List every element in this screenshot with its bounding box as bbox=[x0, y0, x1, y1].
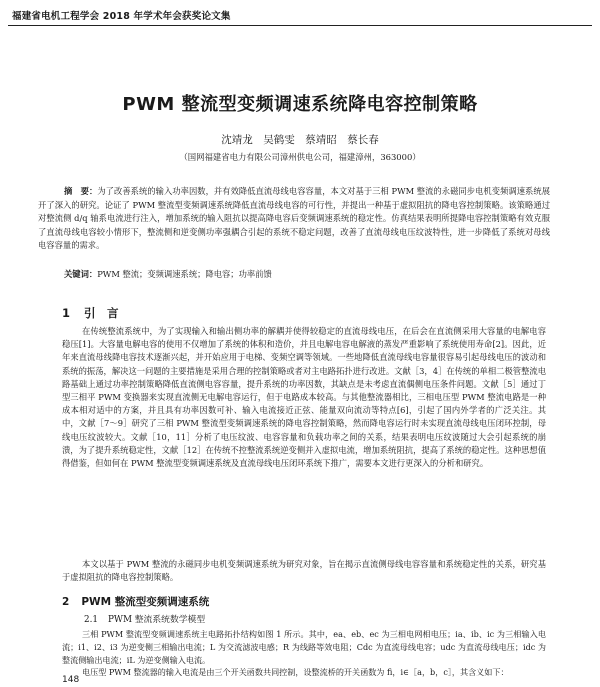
model-paragraph-2: 电压型 PWM 整流器的输入电流是由三个开关函数共同控制，设整流桥的开关函数为 fi，i∈［a，b，c］，其含义如下： bbox=[82, 667, 509, 678]
model-paragraph-1: 三相 PWM 整流型变频调速系统主电路拓扑结构如图 1 所示。其中，ea、eb、ec 为三相电网相电压；ia、ib、ic 为三相输入电流；i1、i2、i3 为逆变侧三相输出电流；L 为交流滤波电感；R 为线路等效电阻；Cdc 为直流母线电容；udc 为直流母线电压；idc 为整流侧输出电流；iL 为逆变侧输入电流。 bbox=[62, 629, 546, 665]
subsection-heading-2-1 bbox=[84, 612, 205, 625]
keywords-label: 关键词： bbox=[64, 269, 98, 279]
header-rule bbox=[8, 25, 592, 26]
abstract bbox=[38, 185, 550, 253]
page-number: 148 bbox=[62, 675, 80, 685]
subsection-title: PWM 整流系统数学模型 bbox=[108, 615, 206, 625]
section-number: 2 bbox=[62, 596, 70, 608]
keywords-text: PWM 整流；变频调速系统；降电容；功率前馈 bbox=[97, 269, 272, 279]
section-number: 1 bbox=[62, 306, 71, 320]
section-title: 引 言 bbox=[84, 306, 119, 320]
model-paragraph bbox=[62, 628, 546, 679]
keywords bbox=[64, 268, 550, 280]
abstract-label: 摘 要： bbox=[64, 186, 98, 196]
author-list: 沈靖龙 吴鹤雯 蔡靖昭 蔡长春 bbox=[221, 134, 379, 146]
intro-paragraph-1: 在传统整流系统中，为了实现输入和输出侧功率的解耦并使得较稳定的直流母线电压，在后会在直流侧采用大容量的电解电容稳压[1]。大容量电解电容的使用不仅增加了系统的体积和造价，并且电解电容电解液的蒸发严重影响了系统使用寿命[2]。因此，近年来直流母线降电容技术逐渐兴起，并开始应用于电梯、变频空调等领域。一些地降低直流母线电容量很容易引起母线电压的波动和系统的振荡，解决这一问题的主要措施是采用合理的控制策略或者对主电路拓扑进行改进。文献［3，4］在传统的单相二极管整流电路基础上通过功率控制策略降低直流侧电容容量，提升系统的功率因数，其缺点是未考虑直流偶侧电压条件问题。文献［5］通过丁型三相平 PWM 变换器来实现直流侧无电解电容运行，但于电路成本较高。与其他整流器相比，三相电压型 PWM 整流电路是一种成本相对适中的方案，并且具有功率因数可补、输入电流接近正弦、能量双向流动等特点[6]，引起了国内外学者的广泛关注。其中，文献［7～9］研究了三相 PWM 整流型变频调速系统的降电容控制策略，然而降电容运行时未实现直流母线电压闭环控制，母线电压纹波较大。文献［10，11］分析了电压纹波、电容容量和负载功率之间的关系，结果表明电压纹波随过大会引起系统的崩溃，为了提升系统稳定性，文献［12］在传统不控整流系统逆变侧并入虚拟电流，增加系统阻抗，提高了系统的稳定性。这种思想值得借鉴，但如何在 PWM 整流型变频调速系统及直流母线电压闭环系统下推广，需要本文进行更深入的分析和研究。 bbox=[62, 326, 546, 469]
running-head: 福建省电机工程学会 2018 年学术年会获奖论文集 bbox=[12, 11, 231, 22]
subsection-number: 2.1 bbox=[84, 615, 98, 625]
abstract-text: 为了改善系统的输入功率因数，并有效降低直流母线电容容量，本文对基于三相 PWM 整流的永磁同步电机变频调速系统展开了深入的研究。论证了 PWM 整流型变频调速系统降低直流母线电容的可行性，并提出一种基于虚拟阻抗的降电容控制策略。该策略通过对整流侧 d/q 轴系电流进行注入，增加系统的输入阻抗以提高降电容后变频调速系统的稳定性。仿真结果表明所提降电容控制策略有效克服了直流母线电容较小情形下，整流侧和逆变侧功率强耦合引起的系统不稳定问题，改善了直流母线电压纹波特性，进一步降低了系统对母线电容容量的需求。 bbox=[38, 186, 550, 251]
affiliation: （国网福建省电力有限公司漳州供电公司，福建漳州，363000） bbox=[179, 152, 421, 162]
section-heading-2 bbox=[62, 594, 209, 609]
section-heading-1 bbox=[62, 305, 119, 321]
paper-title: PWM 整流型变频调速系统降电容控制策略 bbox=[122, 94, 478, 115]
section-title: PWM 整流型变频调速系统 bbox=[81, 596, 210, 608]
intro-paragraph-2: 本文以基于 PWM 整流的永磁同步电机变频调速系统为研究对象，旨在揭示直流侧母线电容容量和系统稳定性的关系，研究基于虚拟阻抗的降电容控制策略。 bbox=[62, 559, 546, 583]
